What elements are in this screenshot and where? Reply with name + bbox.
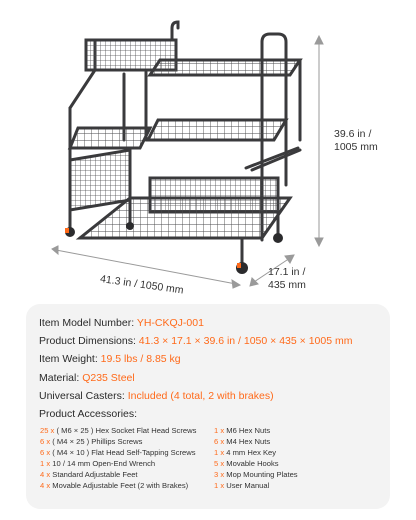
accessory-item: 5 x Movable Hooks xyxy=(214,459,279,468)
spec-label: Universal Casters: xyxy=(39,390,128,402)
spec-item-weight xyxy=(39,353,181,365)
spec-label: Material: xyxy=(39,372,83,384)
spec-value: YH-CKQJ-001 xyxy=(136,317,204,329)
spec-value: Q235 Steel xyxy=(82,372,135,384)
accessory-item: 1 x 10 / 14 mm Open-End Wrench xyxy=(40,459,156,468)
spec-material xyxy=(39,372,135,384)
spec-universal-casters xyxy=(39,390,274,402)
spec-value: 41.3 × 17.1 × 39.6 in / 1050 × 435 × 1005 mm xyxy=(138,335,353,347)
width-dimension-label: 41.3 in / 1050 mm xyxy=(99,273,185,297)
accessory-item: 3 x Mop Mounting Plates xyxy=(214,470,298,479)
accessory-item: 1 x User Manual xyxy=(214,481,270,490)
spec-product-dimensions xyxy=(39,335,352,347)
height-dimension-label: 39.6 in / 1005 mm xyxy=(334,128,378,153)
accessory-item: 25 x ( M6 × 25 ) Hex Socket Flat Head Screws xyxy=(40,426,197,435)
spec-label: Item Model Number: xyxy=(39,317,137,329)
accessory-item: 4 x Movable Adjustable Feet (2 with Brakes) xyxy=(40,481,189,490)
accessory-item: 6 x ( M4 × 10 ) Flat Head Self-Tapping Screws xyxy=(40,448,196,457)
spec-label: Item Weight: xyxy=(39,353,101,365)
accessory-item: 4 x Standard Adjustable Feet xyxy=(40,470,138,479)
spec-value: Included (4 total, 2 with brakes) xyxy=(127,390,274,402)
spec-label: Product Dimensions: xyxy=(39,335,139,347)
spec-value: 19.5 lbs / 8.85 kg xyxy=(100,353,181,365)
accessory-item: 6 x M4 Hex Nuts xyxy=(214,437,271,446)
accessory-item: 6 x ( M4 × 25 ) Phillips Screws xyxy=(40,437,143,446)
accessory-item: 1 x 4 mm Hex Key xyxy=(214,448,277,457)
accessories-title: Product Accessories: xyxy=(39,408,138,420)
accessory-item: 1 x M6 Hex Nuts xyxy=(214,426,271,435)
depth-dimension-label: 17.1 in / 435 mm xyxy=(268,266,306,291)
spec-model-number xyxy=(39,317,204,329)
